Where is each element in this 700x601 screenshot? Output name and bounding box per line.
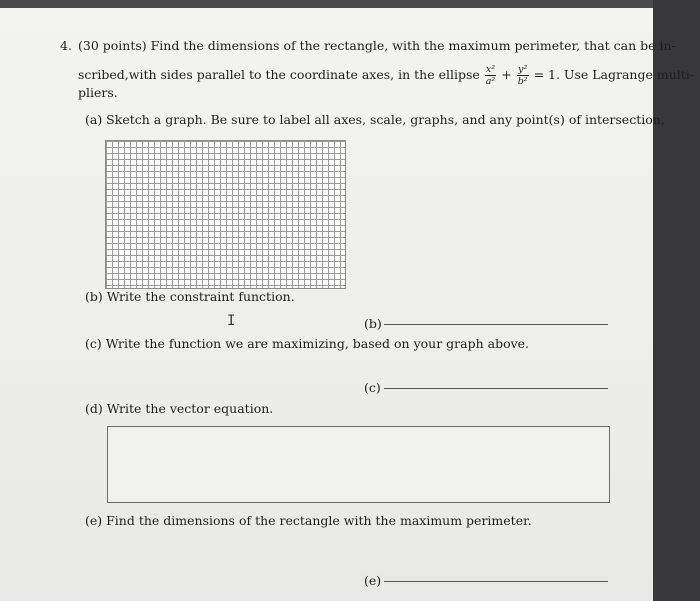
plus-sign: +	[501, 67, 512, 82]
part-b-prompt: (b) Write the constraint function.	[85, 289, 295, 304]
background-top	[0, 0, 700, 8]
text-cursor-icon: I	[227, 313, 236, 329]
problem-text-line-1: (30 points) Find the dimensions of the rectangle, with the maximum perimeter, that can be in-	[78, 38, 676, 53]
graph-grid[interactable]	[105, 140, 346, 289]
part-d-prompt: (d) Write the vector equation.	[85, 401, 274, 416]
fraction-b-denominator: b²	[517, 76, 528, 87]
problem-number: 4.	[60, 38, 72, 53]
part-b-answer-label: (b)	[364, 316, 382, 331]
problem-text-before-equation: scribed,with sides parallel to the coordinate axes, in the ellipse	[78, 67, 480, 82]
problem-text-line-2	[78, 64, 694, 87]
vector-equation-box[interactable]	[107, 426, 610, 503]
part-b-answer-line[interactable]	[384, 324, 608, 325]
worksheet-page	[0, 8, 694, 601]
part-a-prompt: (a) Sketch a graph. Be sure to label all axes, scale, graphs, and any point(s) of intersection.	[85, 112, 665, 127]
part-c-answer-line[interactable]	[384, 388, 608, 389]
problem-text-line-3: pliers.	[78, 85, 118, 100]
part-e-answer-label: (e)	[364, 573, 382, 588]
part-e-answer-line[interactable]	[384, 581, 608, 582]
fraction-x-over-a	[485, 64, 496, 87]
problem-text-after-equation: = 1. Use Lagrange multi-	[533, 67, 694, 82]
fraction-y-numerator: y²	[518, 64, 528, 75]
fraction-a-denominator: a²	[485, 76, 496, 87]
fraction-y-over-b	[517, 64, 529, 87]
fraction-x-numerator: x²	[485, 64, 496, 75]
part-c-prompt: (c) Write the function we are maximizing, based on your graph above.	[85, 336, 530, 351]
part-c-answer-label: (c)	[364, 380, 381, 395]
background-edge	[653, 0, 700, 601]
part-e-prompt: (e) Find the dimensions of the rectangle with the maximum perimeter.	[85, 513, 532, 528]
